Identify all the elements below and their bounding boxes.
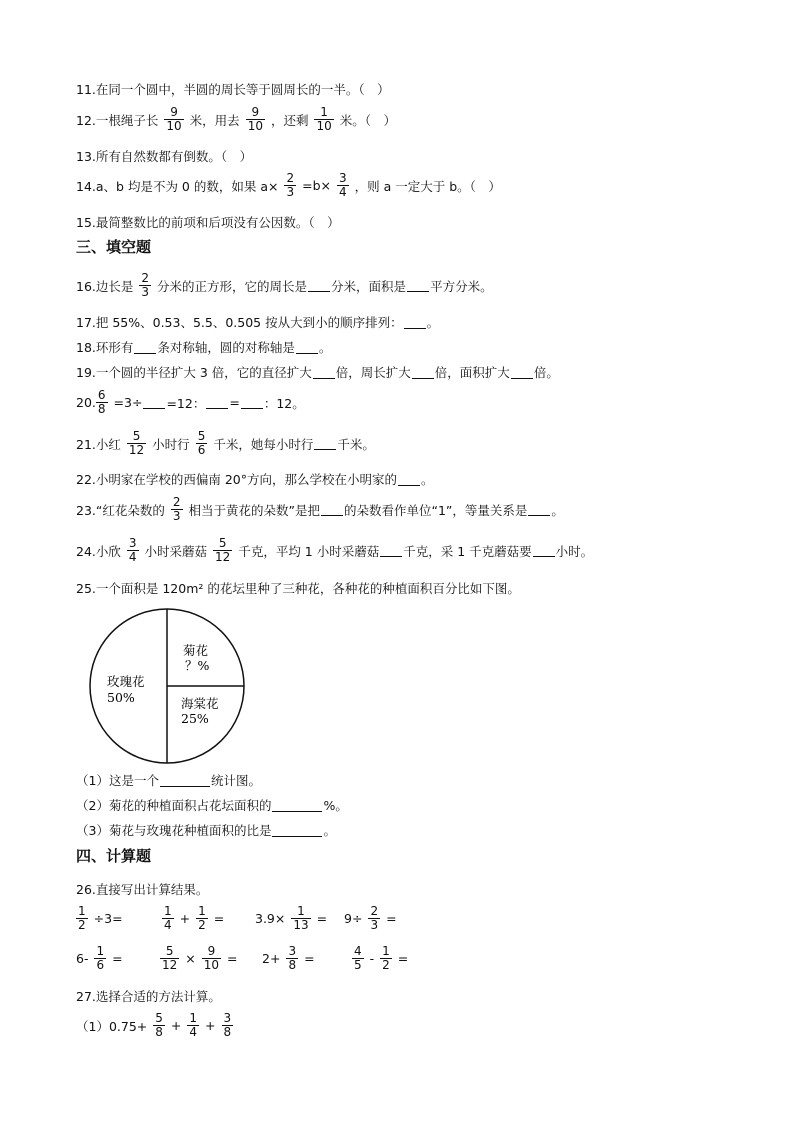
text-segment: = (316, 911, 328, 926)
text-segment: 9÷ (344, 911, 363, 926)
fraction-part: 9 (207, 944, 216, 958)
text-segment: 倍。 (533, 365, 559, 380)
fraction (164, 106, 183, 133)
fraction-part: 2 (370, 904, 379, 918)
text-segment: = (304, 951, 315, 966)
text-segment: + (179, 911, 191, 926)
answer-blank[interactable] (321, 503, 343, 516)
text-segment: 。 (551, 502, 564, 518)
fraction (76, 905, 88, 932)
fraction-part: 3 (288, 944, 297, 958)
text-segment: 6- (76, 951, 89, 966)
calc-item (346, 945, 408, 972)
text-segment: 27.选择合适的方法计算。 (76, 989, 221, 1004)
fraction (291, 905, 310, 932)
question-12 (76, 106, 396, 133)
question-25 (76, 579, 520, 597)
fraction-part: 5 (132, 429, 141, 443)
text-segment: 11.在同一个圆中，半圆的周长等于圆周长的一半。（ ） (76, 82, 390, 97)
text-segment: 千米。 (337, 436, 375, 452)
fraction-part: 2 (198, 918, 206, 932)
text-segment: ÷3= (93, 911, 123, 926)
calc-item (156, 905, 224, 932)
text-segment: 。 (426, 315, 440, 330)
fraction (213, 537, 232, 564)
fraction-part: 1 (198, 904, 206, 918)
answer-blank[interactable] (134, 341, 156, 354)
fraction-part: 2 (172, 495, 181, 509)
fraction-part: 2 (382, 958, 390, 972)
text-segment: 小时行 (152, 436, 190, 452)
text-segment: ，则 a 一定大于 b。（ ） (354, 178, 501, 194)
fraction (196, 430, 208, 457)
fraction (171, 496, 183, 523)
pie-chart (88, 607, 248, 767)
text-segment: 小时。 (555, 543, 594, 559)
question-23 (76, 496, 564, 523)
fraction-part: 4 (128, 550, 137, 564)
answer-blank[interactable] (404, 316, 426, 329)
text-segment: 统计图。 (210, 773, 261, 788)
answer-blank[interactable] (314, 437, 336, 450)
fraction (196, 905, 208, 932)
answer-blank[interactable] (272, 799, 322, 812)
question-17 (76, 313, 439, 331)
fraction-part: 5 (354, 958, 362, 972)
text-segment: = (397, 951, 409, 966)
answer-blank[interactable] (511, 366, 533, 379)
text-segment: 米，用去 (189, 112, 240, 128)
fraction (284, 172, 296, 199)
text-segment: 千米，她每小时行 (213, 436, 314, 452)
fraction-part: 8 (97, 402, 106, 416)
text-segment: 12.一根绳子长 (76, 112, 159, 128)
question-21 (76, 430, 375, 457)
answer-blank[interactable] (272, 824, 322, 837)
question-27 (76, 987, 221, 1005)
slice-label-rose: 玫瑰花 (107, 674, 145, 689)
text-segment: = (227, 951, 238, 966)
fraction (352, 945, 364, 972)
text-segment: ，还剩 (270, 112, 309, 128)
question-24 (76, 537, 593, 564)
fraction (127, 537, 139, 564)
answer-blank[interactable] (241, 396, 263, 409)
answer-blank[interactable] (412, 366, 434, 379)
text-segment: = (386, 911, 397, 926)
question-14 (76, 172, 501, 199)
text-segment: 千克，采 1 千克蘑菇要 (403, 543, 532, 559)
fraction (127, 430, 146, 457)
fraction (162, 905, 174, 932)
question-19 (76, 363, 559, 381)
calc-item (76, 945, 123, 972)
fraction-part: 1 (297, 904, 305, 918)
text-segment: 千克，平均 1 小时采蘑菇 (238, 543, 380, 559)
answer-blank[interactable] (398, 473, 420, 486)
fraction-part: 10 (316, 119, 332, 133)
fraction (380, 945, 392, 972)
text-segment: 的朵数看作单位“1”，等量关系是 (343, 502, 528, 518)
fraction-part: 5 (218, 536, 227, 550)
fraction-part: 1 (382, 944, 390, 958)
fraction-part: 6 (96, 958, 105, 972)
question-22 (76, 470, 434, 488)
text-segment: 15.最简整数比的前项和后项没有公因数。（ ） (76, 215, 340, 230)
fraction (222, 1012, 234, 1039)
text-segment: 。 (318, 340, 332, 355)
fraction (160, 945, 179, 972)
fraction-part: 6 (197, 443, 206, 457)
fraction-part: 3 (339, 171, 347, 185)
text-segment: 13.所有自然数都有倒数。（ ） (76, 149, 253, 164)
text-segment: 14.a、b 均是不为 0 的数，如果 a× (76, 178, 279, 194)
fraction (94, 945, 106, 972)
fraction (314, 106, 333, 133)
fraction-part: 3 (370, 918, 379, 932)
text-segment: = (213, 911, 225, 926)
fraction (153, 1012, 165, 1039)
fraction-part: 1 (189, 1011, 198, 1025)
question-11 (76, 80, 390, 98)
text-segment: = (229, 395, 240, 410)
text-segment: 分米的正方形，它的周长是 (157, 278, 308, 294)
text-segment: 米。（ ） (339, 112, 397, 128)
text-segment: 25.一个面积是 120m² 的花坛里种了三种花，各种花的种植面积百分比如下图。 (76, 581, 520, 596)
text-segment: （2）菊花的种植面积占花坛面积的 (76, 798, 272, 813)
answer-blank[interactable] (296, 341, 318, 354)
fraction (187, 1012, 199, 1039)
fraction-part: 2 (141, 271, 150, 285)
slice-value-chrysanthemum: ？% (185, 658, 210, 673)
text-segment: 。 (421, 472, 434, 487)
fraction-part: 8 (288, 958, 297, 972)
question-26 (76, 880, 208, 898)
text-segment: 条对称轴，圆的对称轴是 (157, 340, 295, 355)
text-segment: （1）这是一个 (76, 773, 159, 788)
fraction (337, 172, 349, 199)
text-segment: 20. (76, 395, 96, 410)
fraction-part: 10 (166, 119, 182, 133)
question-13 (76, 147, 252, 165)
answer-blank[interactable] (308, 279, 330, 292)
question-25-2 (76, 796, 348, 814)
fraction-part: 8 (155, 1025, 163, 1039)
fraction (246, 106, 265, 133)
slice-label-begonia: 海棠花 (181, 696, 219, 711)
fraction-part: 1 (320, 105, 328, 119)
text-segment: 26.直接写出计算结果。 (76, 882, 209, 897)
question-25-1 (76, 771, 261, 789)
answer-blank[interactable] (313, 366, 335, 379)
text-segment: 18.环形有 (76, 340, 134, 355)
text-segment: × (185, 951, 196, 966)
text-segment: 3.9× (255, 911, 286, 926)
text-segment: （3）菊花与玫瑰花种植面积的比是 (76, 823, 272, 838)
fraction-part: 5 (155, 1011, 163, 1025)
text-segment: 19.一个圆的半径扩大 3 倍，它的直径扩大 (76, 365, 312, 380)
text-segment: 23.“红花朵数的 (76, 502, 165, 518)
question-25-3 (76, 821, 336, 839)
fraction-part: 2 (286, 171, 295, 185)
slice-label-chrysanthemum: 菊花 (183, 643, 209, 658)
fraction-part: 5 (165, 944, 174, 958)
text-segment: 倍，面积扩大 (434, 365, 510, 380)
question-27-1 (76, 1012, 239, 1039)
answer-blank[interactable] (206, 396, 228, 409)
calc-item (344, 905, 397, 932)
calc-item (262, 945, 315, 972)
text-segment: 相当于黄花的朵数”是把 (188, 502, 320, 518)
fraction-part: 4 (189, 1025, 198, 1039)
slice-value-rose: 50% (107, 690, 135, 705)
fraction-part: 3 (286, 185, 295, 199)
answer-blank[interactable] (528, 503, 550, 516)
answer-blank[interactable] (160, 774, 210, 787)
text-segment: = (112, 951, 123, 966)
fraction-part: 3 (223, 1011, 232, 1025)
fraction (139, 272, 151, 299)
question-15 (76, 213, 340, 231)
fraction-part: 3 (128, 536, 137, 550)
fraction-part: 13 (293, 918, 309, 932)
text-segment: 21.小红 (76, 436, 121, 452)
fraction-part: 12 (162, 958, 178, 972)
slice-value-begonia: 25% (181, 711, 209, 726)
fraction-part: 8 (223, 1025, 232, 1039)
fraction-part: 3 (172, 509, 181, 523)
calc-item (70, 905, 123, 932)
calc-item (255, 905, 327, 932)
answer-blank[interactable] (533, 544, 555, 557)
question-20 (76, 389, 305, 416)
text-segment: 24.小欣 (76, 543, 121, 559)
text-segment: + (170, 1018, 182, 1033)
text-segment: =b× (302, 178, 331, 193)
section-heading-4: 四、计算题 (76, 847, 152, 865)
text-segment: ：12。 (263, 395, 305, 411)
fraction-part: 4 (339, 185, 347, 199)
fraction (368, 905, 380, 932)
fraction-part: 6 (97, 388, 106, 402)
text-segment: 22.小明家在学校的西偏南 20°方向，那么学校在小明家的 (76, 472, 398, 487)
fraction-part: 1 (78, 904, 86, 918)
text-segment: 倍，周长扩大 (335, 365, 411, 380)
calc-item (154, 945, 238, 972)
answer-blank[interactable] (380, 544, 402, 557)
text-segment: =12： (166, 395, 206, 411)
answer-blank[interactable] (407, 279, 429, 292)
fraction-part: 10 (247, 119, 263, 133)
fraction-part: 1 (96, 944, 105, 958)
fraction-part: 12 (215, 550, 231, 564)
fraction-part: 4 (164, 918, 172, 932)
text-segment: 平方分米。 (430, 278, 493, 294)
text-segment: =3÷ (113, 395, 143, 410)
text-segment: %。 (323, 798, 348, 813)
fraction (96, 389, 108, 416)
section-heading-3: 三、填空题 (76, 238, 152, 256)
fraction-part: 12 (128, 443, 145, 457)
text-segment: 16.边长是 (76, 278, 134, 294)
text-segment: + (205, 1018, 216, 1033)
fraction-part: 3 (141, 285, 150, 299)
fraction-part: 4 (354, 944, 362, 958)
answer-blank[interactable] (143, 396, 165, 409)
text-segment: 2+ (262, 951, 281, 966)
fraction-part: 9 (251, 105, 260, 119)
question-18 (76, 338, 331, 356)
fraction-part: 1 (164, 904, 172, 918)
fraction-part: 5 (197, 429, 206, 443)
text-segment: 17.把 55%、0.53、5.5、0.505 按从大到小的顺序排列： (76, 315, 403, 330)
text-segment: 。 (323, 823, 336, 838)
fraction (202, 945, 221, 972)
fraction-part: 2 (78, 918, 86, 932)
question-16 (76, 272, 493, 299)
fraction-part: 10 (203, 958, 220, 972)
text-segment: （1）0.75+ (76, 1018, 148, 1034)
fraction (286, 945, 298, 972)
text-segment: 分米，面积是 (331, 278, 407, 294)
text-segment: 小时采蘑菇 (144, 543, 208, 559)
text-segment: - (369, 951, 375, 966)
fraction-part: 9 (170, 105, 178, 119)
